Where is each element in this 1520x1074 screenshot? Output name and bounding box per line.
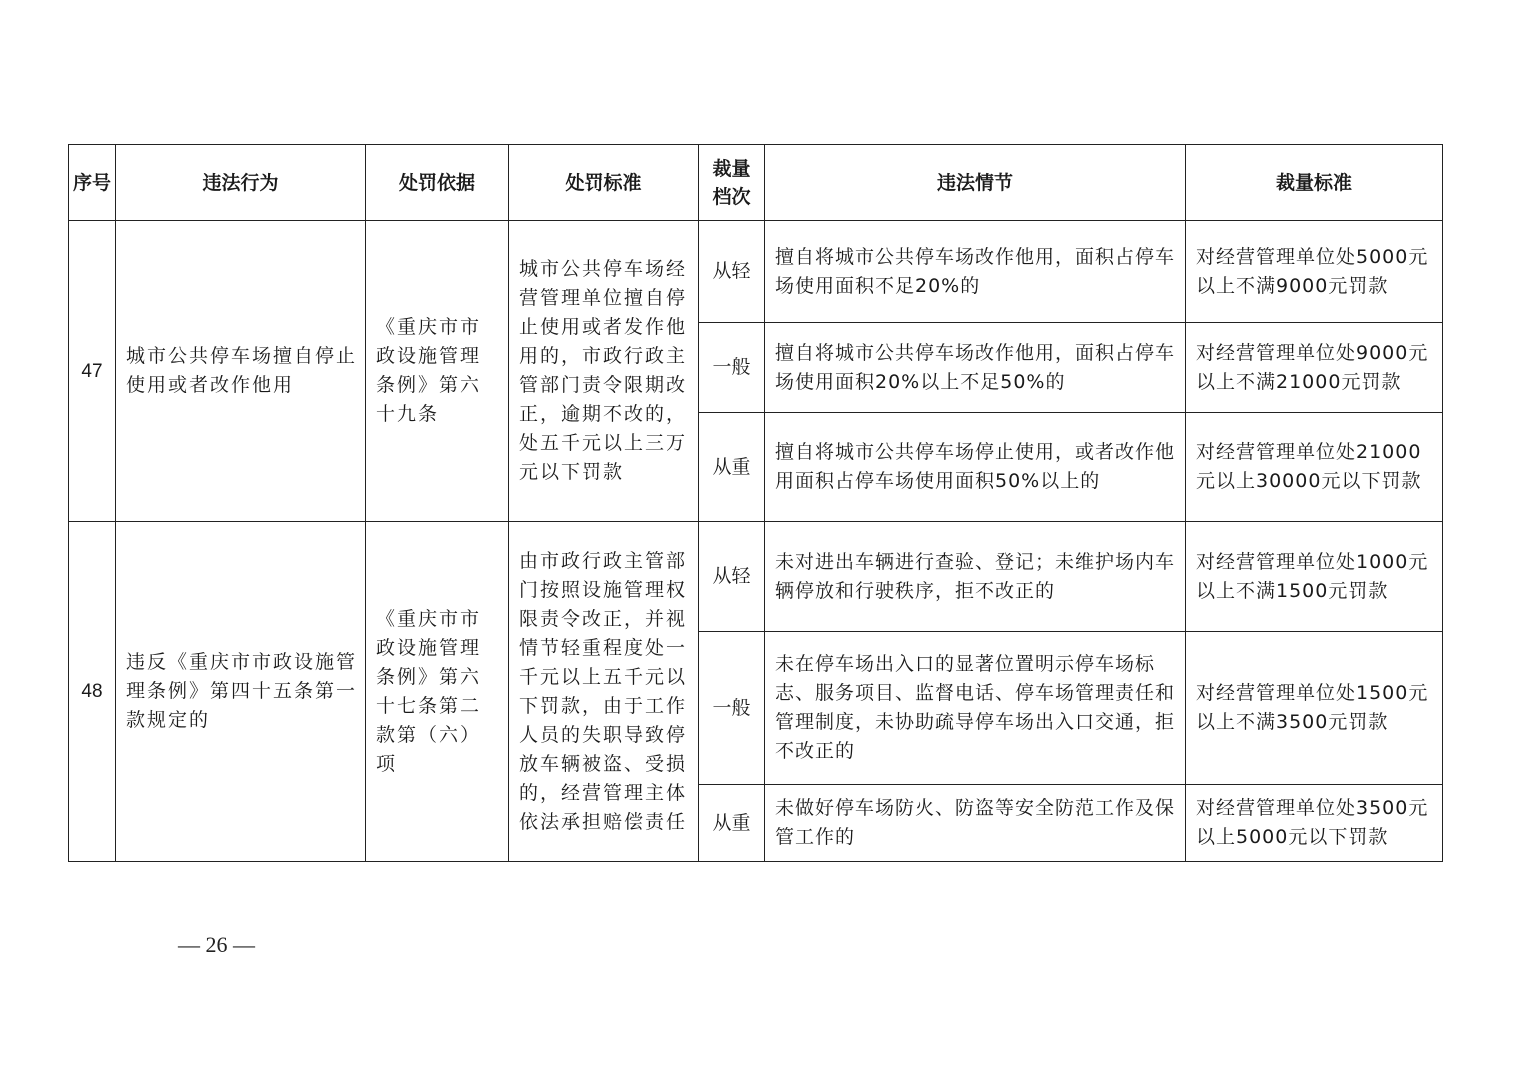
row-circumstance: 擅自将城市公共停车场改作他用，面积占停车场使用面积不足20%的 bbox=[765, 221, 1186, 323]
header-basis: 处罚依据 bbox=[366, 145, 509, 221]
penalty-discretion-table bbox=[68, 144, 1443, 862]
row-circumstance: 擅自将城市公共停车场改作他用，面积占停车场使用面积20%以上不足50%的 bbox=[765, 323, 1186, 413]
table-row bbox=[69, 522, 1443, 632]
row-discretion: 对经营管理单位处21000元以上30000元以下罚款 bbox=[1186, 413, 1443, 522]
row-seq: 47 bbox=[69, 221, 116, 522]
row-discretion: 对经营管理单位处5000元以上不满9000元罚款 bbox=[1186, 221, 1443, 323]
row-discretion: 对经营管理单位处1500元以上不满3500元罚款 bbox=[1186, 632, 1443, 785]
row-discretion: 对经营管理单位处9000元以上不满21000元罚款 bbox=[1186, 323, 1443, 413]
row-circumstance: 擅自将城市公共停车场停止使用，或者改作他用面积占停车场使用面积50%以上的 bbox=[765, 413, 1186, 522]
header-level: 裁量档次 bbox=[699, 145, 765, 221]
row-basis: 《重庆市市政设施管理条例》第六十七条第二款第（六）项 bbox=[366, 522, 509, 862]
row-seq: 48 bbox=[69, 522, 116, 862]
header-standard: 处罚标准 bbox=[509, 145, 699, 221]
header-row bbox=[69, 145, 1443, 221]
row-circumstance: 未在停车场出入口的显著位置明示停车场标志、服务项目、监督电话、停车场管理责任和管理制度，未协助疏导停车场出入口交通，拒不改正的 bbox=[765, 632, 1186, 785]
row-level: 从重 bbox=[699, 413, 765, 522]
row-level: 一般 bbox=[699, 323, 765, 413]
row-level: 从重 bbox=[699, 785, 765, 862]
row-standard: 由市政行政主管部门按照设施管理权限责令改正，并视情节轻重程度处一千元以上五千元以下罚款，由于工作人员的失职导致停放车辆被盗、受损的，经营管理主体依法承担赔偿责任 bbox=[509, 522, 699, 862]
row-behavior: 城市公共停车场擅自停止使用或者改作他用 bbox=[116, 221, 366, 522]
row-level: 从轻 bbox=[699, 221, 765, 323]
table-row bbox=[69, 221, 1443, 323]
row-basis: 《重庆市市政设施管理条例》第六十九条 bbox=[366, 221, 509, 522]
page-number: — 26 — bbox=[178, 932, 255, 957]
row-circumstance: 未对进出车辆进行查验、登记；未维护场内车辆停放和行驶秩序，拒不改正的 bbox=[765, 522, 1186, 632]
row-standard: 城市公共停车场经营管理单位擅自停止使用或者发作他用的，市政行政主管部门责令限期改正，逾期不改的，处五千元以上三万元以下罚款 bbox=[509, 221, 699, 522]
header-behavior: 违法行为 bbox=[116, 145, 366, 221]
header-discretion: 裁量标准 bbox=[1186, 145, 1443, 221]
header-circumstance: 违法情节 bbox=[765, 145, 1186, 221]
row-behavior: 违反《重庆市市政设施管理条例》第四十五条第一款规定的 bbox=[116, 522, 366, 862]
row-level: 一般 bbox=[699, 632, 765, 785]
header-seq: 序号 bbox=[69, 145, 116, 221]
row-circumstance: 未做好停车场防火、防盗等安全防范工作及保管工作的 bbox=[765, 785, 1186, 862]
row-level: 从轻 bbox=[699, 522, 765, 632]
row-discretion: 对经营管理单位处3500元以上5000元以下罚款 bbox=[1186, 785, 1443, 862]
row-discretion: 对经营管理单位处1000元以上不满1500元罚款 bbox=[1186, 522, 1443, 632]
